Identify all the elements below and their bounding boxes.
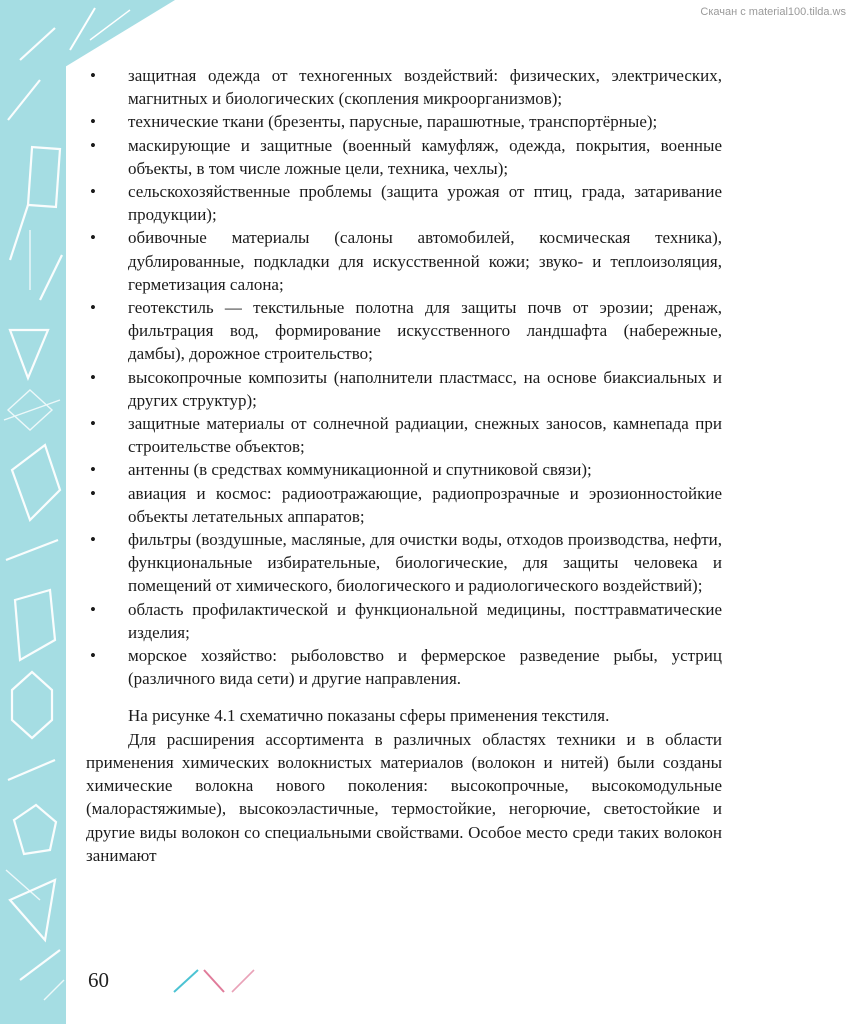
list-item: • сельскохозяйственные проблемы (защита урожая от птиц, града, затаривание продукции); xyxy=(86,180,722,226)
list-item: • антенны (в средствах коммуникационной и спутниковой связи); xyxy=(86,458,722,481)
application-list xyxy=(86,64,722,690)
decorative-lines xyxy=(170,966,260,996)
geometric-pattern xyxy=(0,0,66,1024)
corner-triangle xyxy=(0,0,175,70)
paragraph: Для расширения ассортимента в различных областях техники и в области применения химических волокнистых материалов (волокон и нитей) были созданы химические волокна нового поколения: высокопрочные, высокомодульные (малорастяжимые), высокоэластичные, термостойкие, негорючие, светостойкие и другие виды волокон со специальными свойствами. Особое место среди таких волокон занимают xyxy=(86,729,722,865)
list-item: • маскирующие и защитные (военный камуфляж, одежда, покрытия, военные объекты, в том числе ложные цели, техника, чехлы); xyxy=(86,134,722,180)
list-item: • защитные материалы от солнечной радиации, снежных заносов, камнепада при строительстве объектов; xyxy=(86,412,722,458)
list-item: • фильтры (воздушные, масляные, для очистки воды, отходов производства, нефти, функциональные избирательные, биологические, для защиты человека и помещений от химического, биологического и радиологического воздействий); xyxy=(86,528,722,598)
paragraph: На рисунке 4.1 схематично показаны сферы применения текстиля. xyxy=(128,706,610,726)
list-item: • авиация и космос: радиоотражающие, радиопрозрачные и эрозионностойкие объекты летательных аппаратов; xyxy=(86,482,722,528)
watermark-text: Скачан с material100.tilda.ws xyxy=(700,6,846,18)
page-content xyxy=(86,64,722,867)
list-item: • обивочные материалы (салоны автомобилей, космическая техника), дублированные, подкладки для искусственной кожи; звуко- и теплоизоляция, герметизация салона; xyxy=(86,226,722,296)
decorative-sidebar xyxy=(0,0,66,1024)
list-item: • область профилактической и функциональной медицины, посттравматические изделия; xyxy=(86,598,722,644)
list-item: • высокопрочные композиты (наполнители пластмасс, на основе биаксиальных и других структур); xyxy=(86,366,722,412)
page-number: 60 xyxy=(88,968,109,992)
list-item: • морское хозяйство: рыболовство и фермерское разведение рыбы, устриц (различного вида сети) и другие направления. xyxy=(86,644,722,690)
list-item: • технические ткани (брезенты, парусные, парашютные, транспортёрные); xyxy=(86,110,722,133)
list-item: • защитная одежда от техногенных воздействий: физических, электрических, магнитных и биологических (скопления микроорганизмов); xyxy=(86,64,722,110)
list-item: • геотекстиль — текстильные полотна для защиты почв от эрозии; дренаж, фильтрация вод, формирование искусственного ландшафта (набережные, дамбы), дорожное строительство; xyxy=(86,296,722,366)
